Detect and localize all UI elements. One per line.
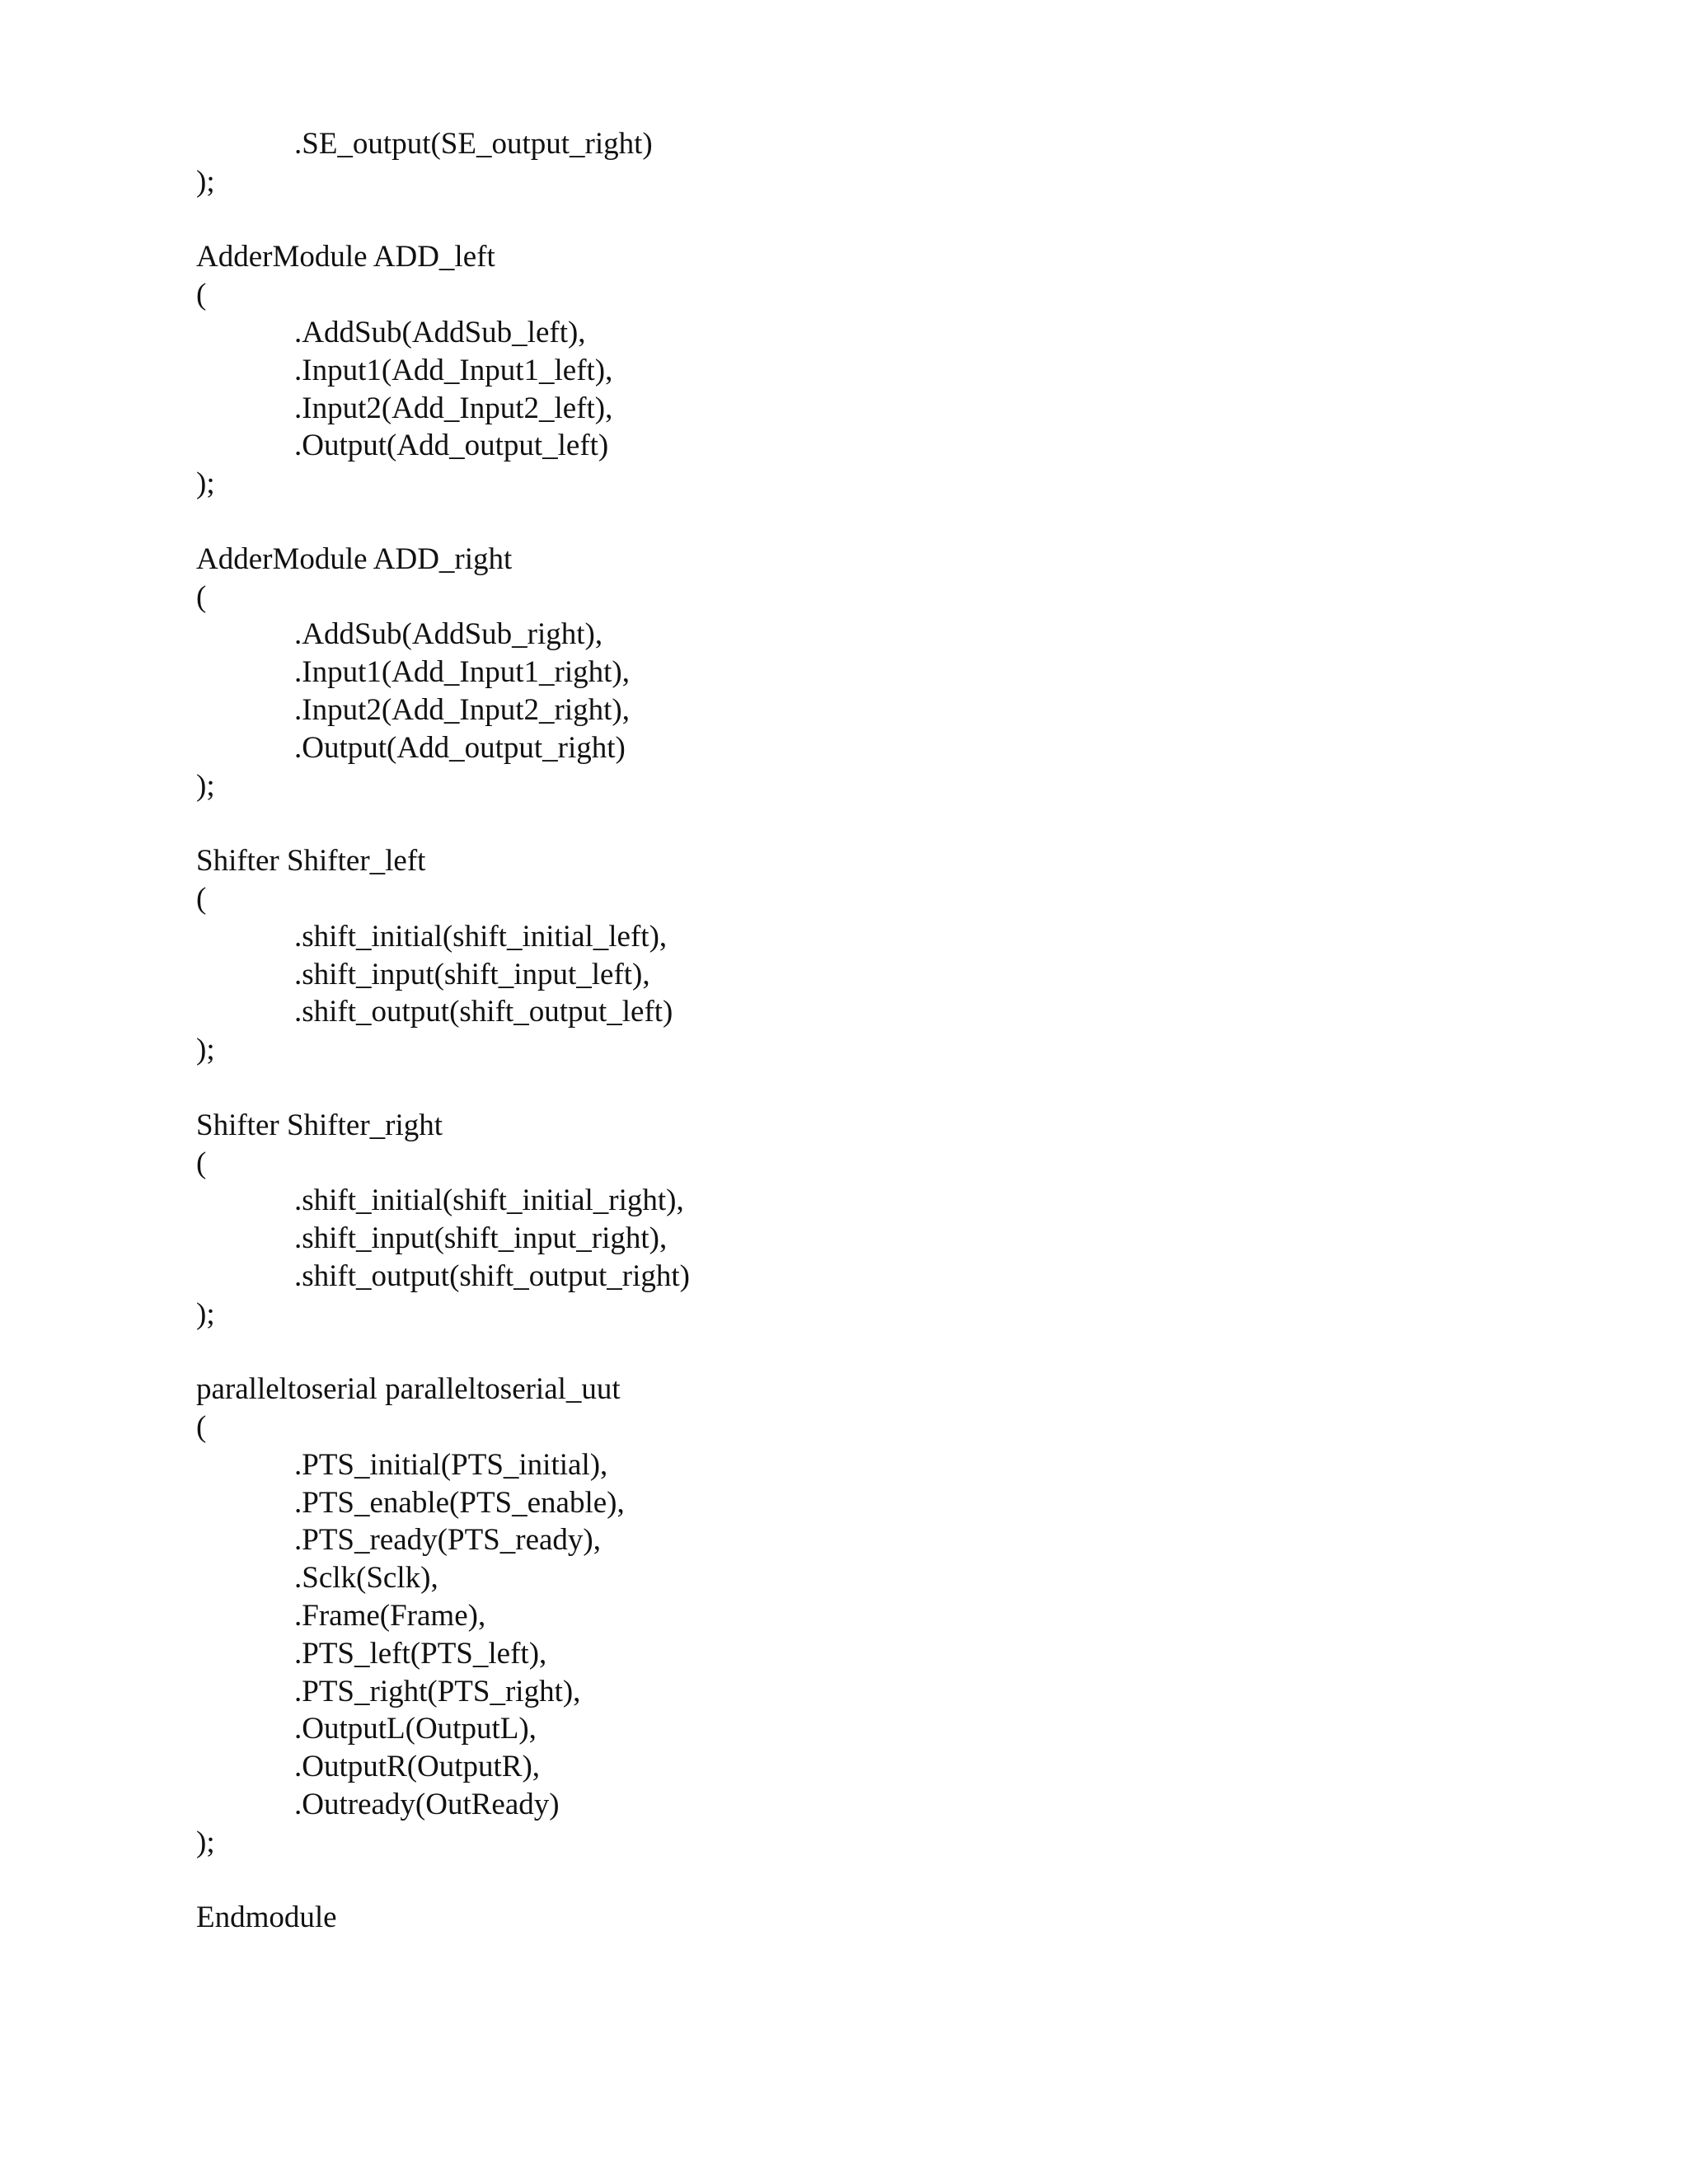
- code-line: .Outready(OutReady): [294, 1788, 560, 1822]
- code-line: .PTS_right(PTS_right),: [294, 1674, 581, 1708]
- code-line: (: [196, 278, 207, 312]
- blank-line: [196, 503, 1556, 541]
- code-line: );: [196, 1825, 215, 1859]
- code-line: );: [196, 1296, 215, 1331]
- code-line: (: [196, 579, 207, 614]
- code-line: .AddSub(AddSub_right),: [294, 617, 603, 652]
- code-line: (: [196, 1146, 207, 1180]
- code-line: .Input2(Add_Input2_right),: [294, 692, 630, 727]
- code-line: Shifter Shifter_left: [196, 844, 426, 879]
- code-line: .shift_output(shift_output_left): [294, 995, 673, 1029]
- code-line: .shift_output(shift_output_right): [294, 1258, 690, 1293]
- code-line: Shifter Shifter_right: [196, 1108, 443, 1142]
- code-line: .PTS_ready(PTS_ready),: [294, 1523, 601, 1558]
- code-line: .Frame(Frame),: [294, 1599, 486, 1633]
- code-line: );: [196, 466, 215, 501]
- code-line: );: [196, 164, 215, 199]
- code-line: paralleltoserial paralleltoserial_uut: [196, 1372, 621, 1407]
- blank-line: [196, 1862, 1556, 1900]
- code-line: .Input1(Add_Input1_right),: [294, 655, 630, 690]
- blank-line: [196, 804, 1556, 842]
- code-line: .PTS_initial(PTS_initial),: [294, 1447, 608, 1482]
- code-line: (: [196, 1410, 207, 1445]
- code-line: .Sclk(Sclk),: [294, 1561, 438, 1596]
- blank-line: [196, 1069, 1556, 1107]
- code-line: .OutputL(OutputL),: [294, 1712, 537, 1746]
- code-line: .PTS_enable(PTS_enable),: [294, 1485, 625, 1520]
- code-line: .Output(Add_output_right): [294, 730, 626, 765]
- code-listing: [196, 125, 1556, 1937]
- code-line: .Input1(Add_Input1_left),: [294, 353, 613, 387]
- code-line: .shift_input(shift_input_right),: [294, 1221, 668, 1256]
- code-line: );: [196, 1033, 215, 1067]
- blank-line: [196, 1333, 1556, 1371]
- code-line: .Output(Add_output_left): [294, 429, 609, 463]
- code-line: (: [196, 881, 207, 916]
- code-line: .AddSub(AddSub_left),: [294, 315, 586, 349]
- code-line: .shift_initial(shift_initial_right),: [294, 1183, 684, 1218]
- blank-line: [196, 201, 1556, 239]
- code-line: );: [196, 768, 215, 803]
- code-line: .Input2(Add_Input2_left),: [294, 391, 613, 425]
- code-line: .SE_output(SE_output_right): [294, 127, 653, 161]
- code-line: .shift_input(shift_input_left),: [294, 957, 650, 991]
- code-line: .OutputR(OutputR),: [294, 1750, 541, 1784]
- code-line: AdderModule ADD_left: [196, 240, 495, 274]
- code-line: .PTS_left(PTS_left),: [294, 1636, 547, 1671]
- code-line: AdderModule ADD_right: [196, 541, 513, 576]
- code-line: .shift_initial(shift_initial_left),: [294, 919, 668, 954]
- code-line: Endmodule: [196, 1900, 337, 1935]
